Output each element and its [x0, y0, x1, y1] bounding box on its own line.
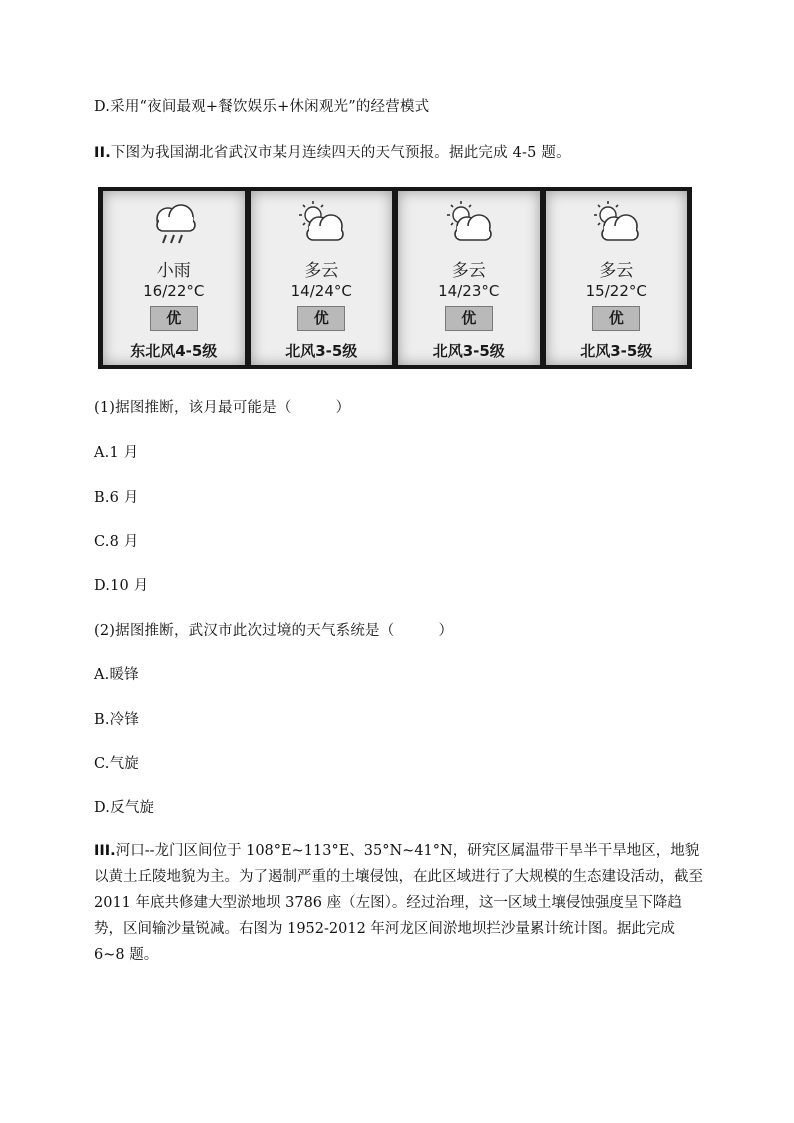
weather-wind: 北风3-5级: [580, 342, 653, 360]
section-2-heading: [94, 141, 571, 162]
weather-wind: 北风3-5级: [285, 342, 358, 360]
weather-day-4: [546, 191, 688, 365]
sun-cloud-icon: [439, 199, 499, 249]
question-1-option-d: D.10 月: [94, 578, 149, 594]
question-1: (1)据图推断，该月最可能是（ ）: [94, 400, 351, 416]
air-quality-badge: 优: [592, 306, 640, 331]
weather-forecast-image: [98, 187, 692, 369]
air-quality-badge: 优: [445, 306, 493, 331]
question-2-option-a: A.暖锋: [94, 667, 139, 683]
question-1-option-b: B.6 月: [94, 490, 139, 506]
section-2-text: 下图为我国湖北省武汉市某月连续四天的天气预报。据此完成 4-5 题。: [110, 145, 571, 161]
weather-wind: 东北风4-5级: [130, 342, 218, 360]
air-quality-badge: 优: [150, 306, 198, 331]
section-2-number: II.: [94, 145, 111, 161]
question-2: (2)据图推断，武汉市此次过境的天气系统是（ ）: [94, 623, 454, 639]
sun-cloud-icon: [291, 199, 351, 249]
section-3-paragraph: [94, 838, 706, 968]
option-d-previous: D.采用“夜间最观+餐饮娱乐+休闲观光”的经营模式: [94, 99, 430, 115]
weather-temperature: 14/24°C: [290, 282, 352, 300]
weather-temperature: 14/23°C: [438, 282, 500, 300]
weather-condition: 多云: [599, 261, 634, 281]
weather-condition: 多云: [304, 261, 339, 281]
weather-temperature: 15/22°C: [585, 282, 647, 300]
question-2-option-d: D.反气旋: [94, 800, 155, 816]
rain-cloud-icon: [144, 199, 204, 249]
question-2-option-b: B.冷锋: [94, 712, 140, 728]
section-3-number: III.: [94, 843, 116, 859]
weather-temperature: 16/22°C: [143, 282, 205, 300]
question-1-option-c: C.8 月: [94, 534, 139, 550]
section-3-text: 河口--龙门区间位于 108°E~113°E、35°N~41°N，研究区属温带干旱半干旱地区，地貌以黄土丘陵地貌为主。为了遏制严重的土壤侵蚀，在此区域进行了大规模的生态建设活动，截至 2011 年底共修建大型淤地坝 3786 座（左图）。经过治理，这一区域土壤侵蚀强度呈下降趋势，区间输沙量锐减。右图为 1952-2012 年河龙区间淤地坝拦沙量累计统计图。据此完成 6~8 题。: [94, 843, 703, 963]
weather-condition: 小雨: [156, 261, 191, 281]
weather-day-3: [398, 191, 540, 365]
air-quality-badge: 优: [297, 306, 345, 331]
weather-condition: 多云: [451, 261, 486, 281]
weather-day-1: [103, 191, 245, 365]
question-2-option-c: C.气旋: [94, 756, 139, 772]
sun-cloud-icon: [586, 199, 646, 249]
question-1-option-a: A.1 月: [94, 445, 139, 461]
weather-day-2: [251, 191, 393, 365]
weather-wind: 北风3-5级: [432, 342, 505, 360]
